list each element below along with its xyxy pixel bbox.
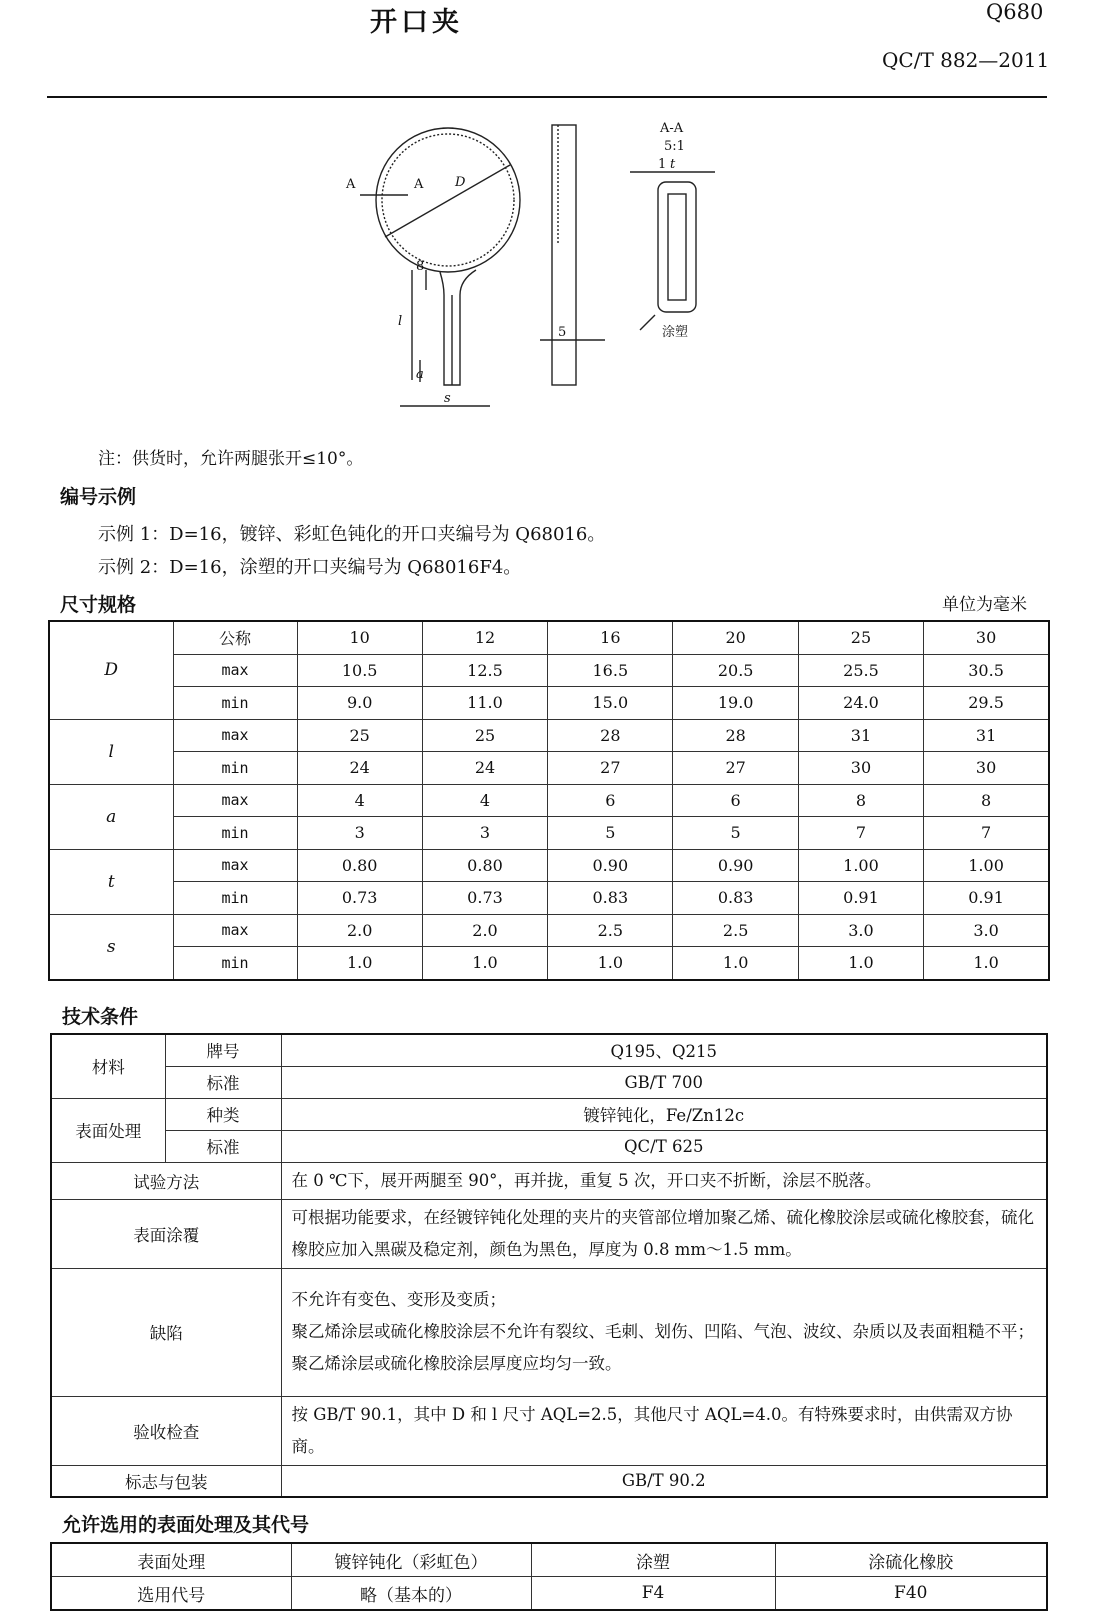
material-std-value: GB/T 700 [281, 1066, 1047, 1098]
limit-name: max [173, 784, 297, 817]
grade-value: Q195、Q215 [281, 1034, 1047, 1066]
surface-code: 略（基本的） [291, 1577, 531, 1611]
section-label: A-A [660, 121, 684, 136]
dimension-value: 1.0 [798, 947, 923, 980]
dimension-value: 3.0 [924, 914, 1049, 947]
diameter-line [385, 165, 510, 237]
table-row [49, 882, 1049, 915]
surface-option: 涂硫化橡胶 [775, 1543, 1047, 1577]
section-scale: 5:1 [664, 139, 685, 154]
part-code: Q680 [986, 0, 1044, 24]
table-row [49, 687, 1049, 720]
table-row [49, 947, 1049, 980]
clip-legs [440, 270, 476, 385]
defect-line: 聚乙烯涂层或硫化橡胶涂层不允许有裂纹、毛刺、划伤、凹陷、气泡、波纹、杂质以及表面粗糙不平； [291, 1322, 1034, 1341]
defect-label: 缺陷 [51, 1268, 281, 1396]
table-row [49, 817, 1049, 850]
table-row [49, 784, 1049, 817]
table-row [51, 1098, 1047, 1130]
label-t: t [670, 157, 676, 172]
param-symbol: t [49, 849, 173, 914]
dimension-value: 6 [548, 784, 673, 817]
dimension-value: 1.0 [297, 947, 422, 980]
nominal-value: 12 [422, 621, 547, 654]
table-row [51, 1034, 1047, 1066]
supply-note: 注：供货时，允许两腿张开≤10°。 [98, 449, 364, 469]
unit-note: 单位为毫米 [942, 595, 1027, 615]
dimension-value: 2.0 [297, 914, 422, 947]
limit-name: min [173, 752, 297, 785]
label-1: 1 [658, 157, 667, 172]
dimension-value: 24 [297, 752, 422, 785]
surface-label: 表面处理 [51, 1098, 165, 1162]
surface-code: F40 [775, 1577, 1047, 1611]
dimension-value: 8 [798, 784, 923, 817]
dimension-value: 1.0 [673, 947, 798, 980]
limit-name: min [173, 817, 297, 850]
table-row [49, 719, 1049, 752]
defect-line: 不允许有变色、变形及变质； [291, 1290, 506, 1309]
dimension-value: 3.0 [798, 914, 923, 947]
surface-std-label: 标准 [165, 1130, 281, 1162]
label-d: D [455, 175, 466, 190]
defect-value [281, 1268, 1047, 1396]
marking-value: GB/T 90.2 [281, 1465, 1047, 1497]
dimension-value: 25.5 [798, 654, 923, 687]
table-row [49, 654, 1049, 687]
dimension-value: 0.90 [673, 849, 798, 882]
dimension-value: 0.73 [297, 882, 422, 915]
dimension-value: 25 [422, 719, 547, 752]
table-row [49, 621, 1049, 654]
surface-header-label: 表面处理 [51, 1543, 291, 1577]
dimension-value: 6 [673, 784, 798, 817]
surface-options-table [50, 1542, 1048, 1611]
limit-name: max [173, 914, 297, 947]
limit-name: min [173, 947, 297, 980]
dimension-value: 25 [297, 719, 422, 752]
grade-label: 牌号 [165, 1034, 281, 1066]
kind-value: 镀锌钝化，Fe/Zn12c [281, 1098, 1047, 1130]
dimension-value: 24 [422, 752, 547, 785]
heading-numbering: 编号示例 [60, 486, 137, 508]
dimension-value: 2.0 [422, 914, 547, 947]
inspection-value: 按 GB/T 90.1，其中 D 和 l 尺寸 AQL=2.5，其他尺寸 AQL=4.0。有特殊要求时，由供需双方协商。 [281, 1396, 1047, 1465]
limit-name: max [173, 719, 297, 752]
dimension-value: 16.5 [548, 654, 673, 687]
nominal-value: 30 [924, 621, 1049, 654]
section-core [668, 194, 686, 300]
dimension-table [48, 620, 1050, 981]
dimension-value: 10.5 [297, 654, 422, 687]
nominal-label: 公称 [173, 621, 297, 654]
dimension-value: 5 [548, 817, 673, 850]
dimension-value: 0.80 [297, 849, 422, 882]
dimension-value: 11.0 [422, 687, 547, 720]
example-1: 示例 1：D=16，镀锌、彩虹色钝化的开口夹编号为 Q68016。 [98, 524, 606, 545]
param-symbol: s [49, 914, 173, 980]
dimension-value: 0.91 [798, 882, 923, 915]
dimension-value: 0.83 [548, 882, 673, 915]
dimension-value: 3 [297, 817, 422, 850]
dimension-value: 28 [548, 719, 673, 752]
dimension-value: 3 [422, 817, 547, 850]
param-symbol: l [49, 719, 173, 784]
material-std-label: 标准 [165, 1066, 281, 1098]
kind-label: 种类 [165, 1098, 281, 1130]
dimension-value: 0.73 [422, 882, 547, 915]
label-8: 8 [416, 259, 425, 274]
dimension-value: 29.5 [924, 687, 1049, 720]
dimension-value: 5 [673, 817, 798, 850]
label-a-dim: a [416, 367, 424, 382]
table-row [51, 1543, 1047, 1577]
dimension-value: 4 [422, 784, 547, 817]
coating-value: 可根据功能要求，在经镀锌钝化处理的夹片的夹管部位增加聚乙烯、硫化橡胶涂层或硫化橡胶套，硫化橡胶应加入黑碳及稳定剂，颜色为黑色，厚度为 0.8 mm～1.5 mm。 [281, 1199, 1047, 1268]
limit-name: max [173, 654, 297, 687]
nominal-value: 25 [798, 621, 923, 654]
surface-std-value: QC/T 625 [281, 1130, 1047, 1162]
section-outer [658, 182, 696, 312]
surface-option: 镀锌钝化（彩虹色） [291, 1543, 531, 1577]
defect-line: 聚乙烯涂层或硫化橡胶涂层厚度应均匀一致。 [291, 1354, 622, 1373]
side-view-outline [552, 125, 576, 385]
table-row [51, 1465, 1047, 1497]
dimension-value: 15.0 [548, 687, 673, 720]
dimension-value: 9.0 [297, 687, 422, 720]
table-row [51, 1396, 1047, 1465]
table-row [49, 914, 1049, 947]
dimension-value: 4 [297, 784, 422, 817]
table-row [51, 1130, 1047, 1162]
dimension-value: 12.5 [422, 654, 547, 687]
standard-number: QC/T 882—2011 [882, 48, 1050, 72]
dimension-value: 1.00 [924, 849, 1049, 882]
example-2: 示例 2：D=16，涂塑的开口夹编号为 Q68016F4。 [98, 557, 522, 578]
dimension-value: 1.00 [798, 849, 923, 882]
tech-conditions-table [50, 1033, 1048, 1498]
dimension-value: 30 [798, 752, 923, 785]
inspection-label: 验收检查 [51, 1396, 281, 1465]
coating-label: 涂塑 [662, 325, 689, 340]
coating-leader [640, 315, 655, 330]
param-symbol: D [49, 621, 173, 719]
label-s: s [444, 391, 451, 406]
test-value: 在 0 ℃下，展开两腿至 90°，再并拢，重复 5 次，开口夹不折断，涂层不脱落。 [281, 1162, 1047, 1199]
heading-tech: 技术条件 [62, 1006, 139, 1028]
table-row [51, 1199, 1047, 1268]
table-row [49, 849, 1049, 882]
nominal-value: 10 [297, 621, 422, 654]
dimension-value: 20.5 [673, 654, 798, 687]
dimension-value: 24.0 [798, 687, 923, 720]
dimension-value: 1.0 [924, 947, 1049, 980]
label-a-left: A [346, 177, 356, 192]
table-row [51, 1577, 1047, 1611]
dimension-value: 2.5 [548, 914, 673, 947]
table-row [51, 1066, 1047, 1098]
dimension-value: 0.90 [548, 849, 673, 882]
code-label: 选用代号 [51, 1577, 291, 1611]
dimension-value: 7 [924, 817, 1049, 850]
heading-dimensions: 尺寸规格 [60, 594, 137, 616]
marking-label: 标志与包装 [51, 1465, 281, 1497]
dimension-value: 0.91 [924, 882, 1049, 915]
dimension-value: 0.83 [673, 882, 798, 915]
dimension-value: 27 [673, 752, 798, 785]
dimension-value: 31 [924, 719, 1049, 752]
page-title: 开口夹 [370, 7, 463, 38]
clip-drawing [340, 120, 740, 420]
dimension-value: 30.5 [924, 654, 1049, 687]
surface-option: 涂塑 [531, 1543, 775, 1577]
label-l: l [398, 314, 403, 329]
table-row [49, 752, 1049, 785]
dimension-value: 30 [924, 752, 1049, 785]
dimension-value: 8 [924, 784, 1049, 817]
dimension-value: 19.0 [673, 687, 798, 720]
dimension-value: 27 [548, 752, 673, 785]
limit-name: min [173, 882, 297, 915]
heading-surface-options: 允许选用的表面处理及其代号 [62, 1514, 310, 1536]
dimension-value: 31 [798, 719, 923, 752]
dimension-value: 1.0 [548, 947, 673, 980]
material-label: 材料 [51, 1034, 165, 1098]
coating-label: 表面涂覆 [51, 1199, 281, 1268]
dimension-value: 1.0 [422, 947, 547, 980]
limit-name: max [173, 849, 297, 882]
table-row [51, 1268, 1047, 1396]
label-5: 5 [558, 325, 567, 340]
nominal-value: 16 [548, 621, 673, 654]
dimension-value: 7 [798, 817, 923, 850]
test-label: 试验方法 [51, 1162, 281, 1199]
dimension-value: 2.5 [673, 914, 798, 947]
header-rule [47, 96, 1047, 98]
dimension-value: 28 [673, 719, 798, 752]
limit-name: min [173, 687, 297, 720]
label-a-right: A [414, 177, 424, 192]
table-row [51, 1162, 1047, 1199]
param-symbol: a [49, 784, 173, 849]
surface-code: F4 [531, 1577, 775, 1611]
nominal-value: 20 [673, 621, 798, 654]
dimension-value: 0.80 [422, 849, 547, 882]
